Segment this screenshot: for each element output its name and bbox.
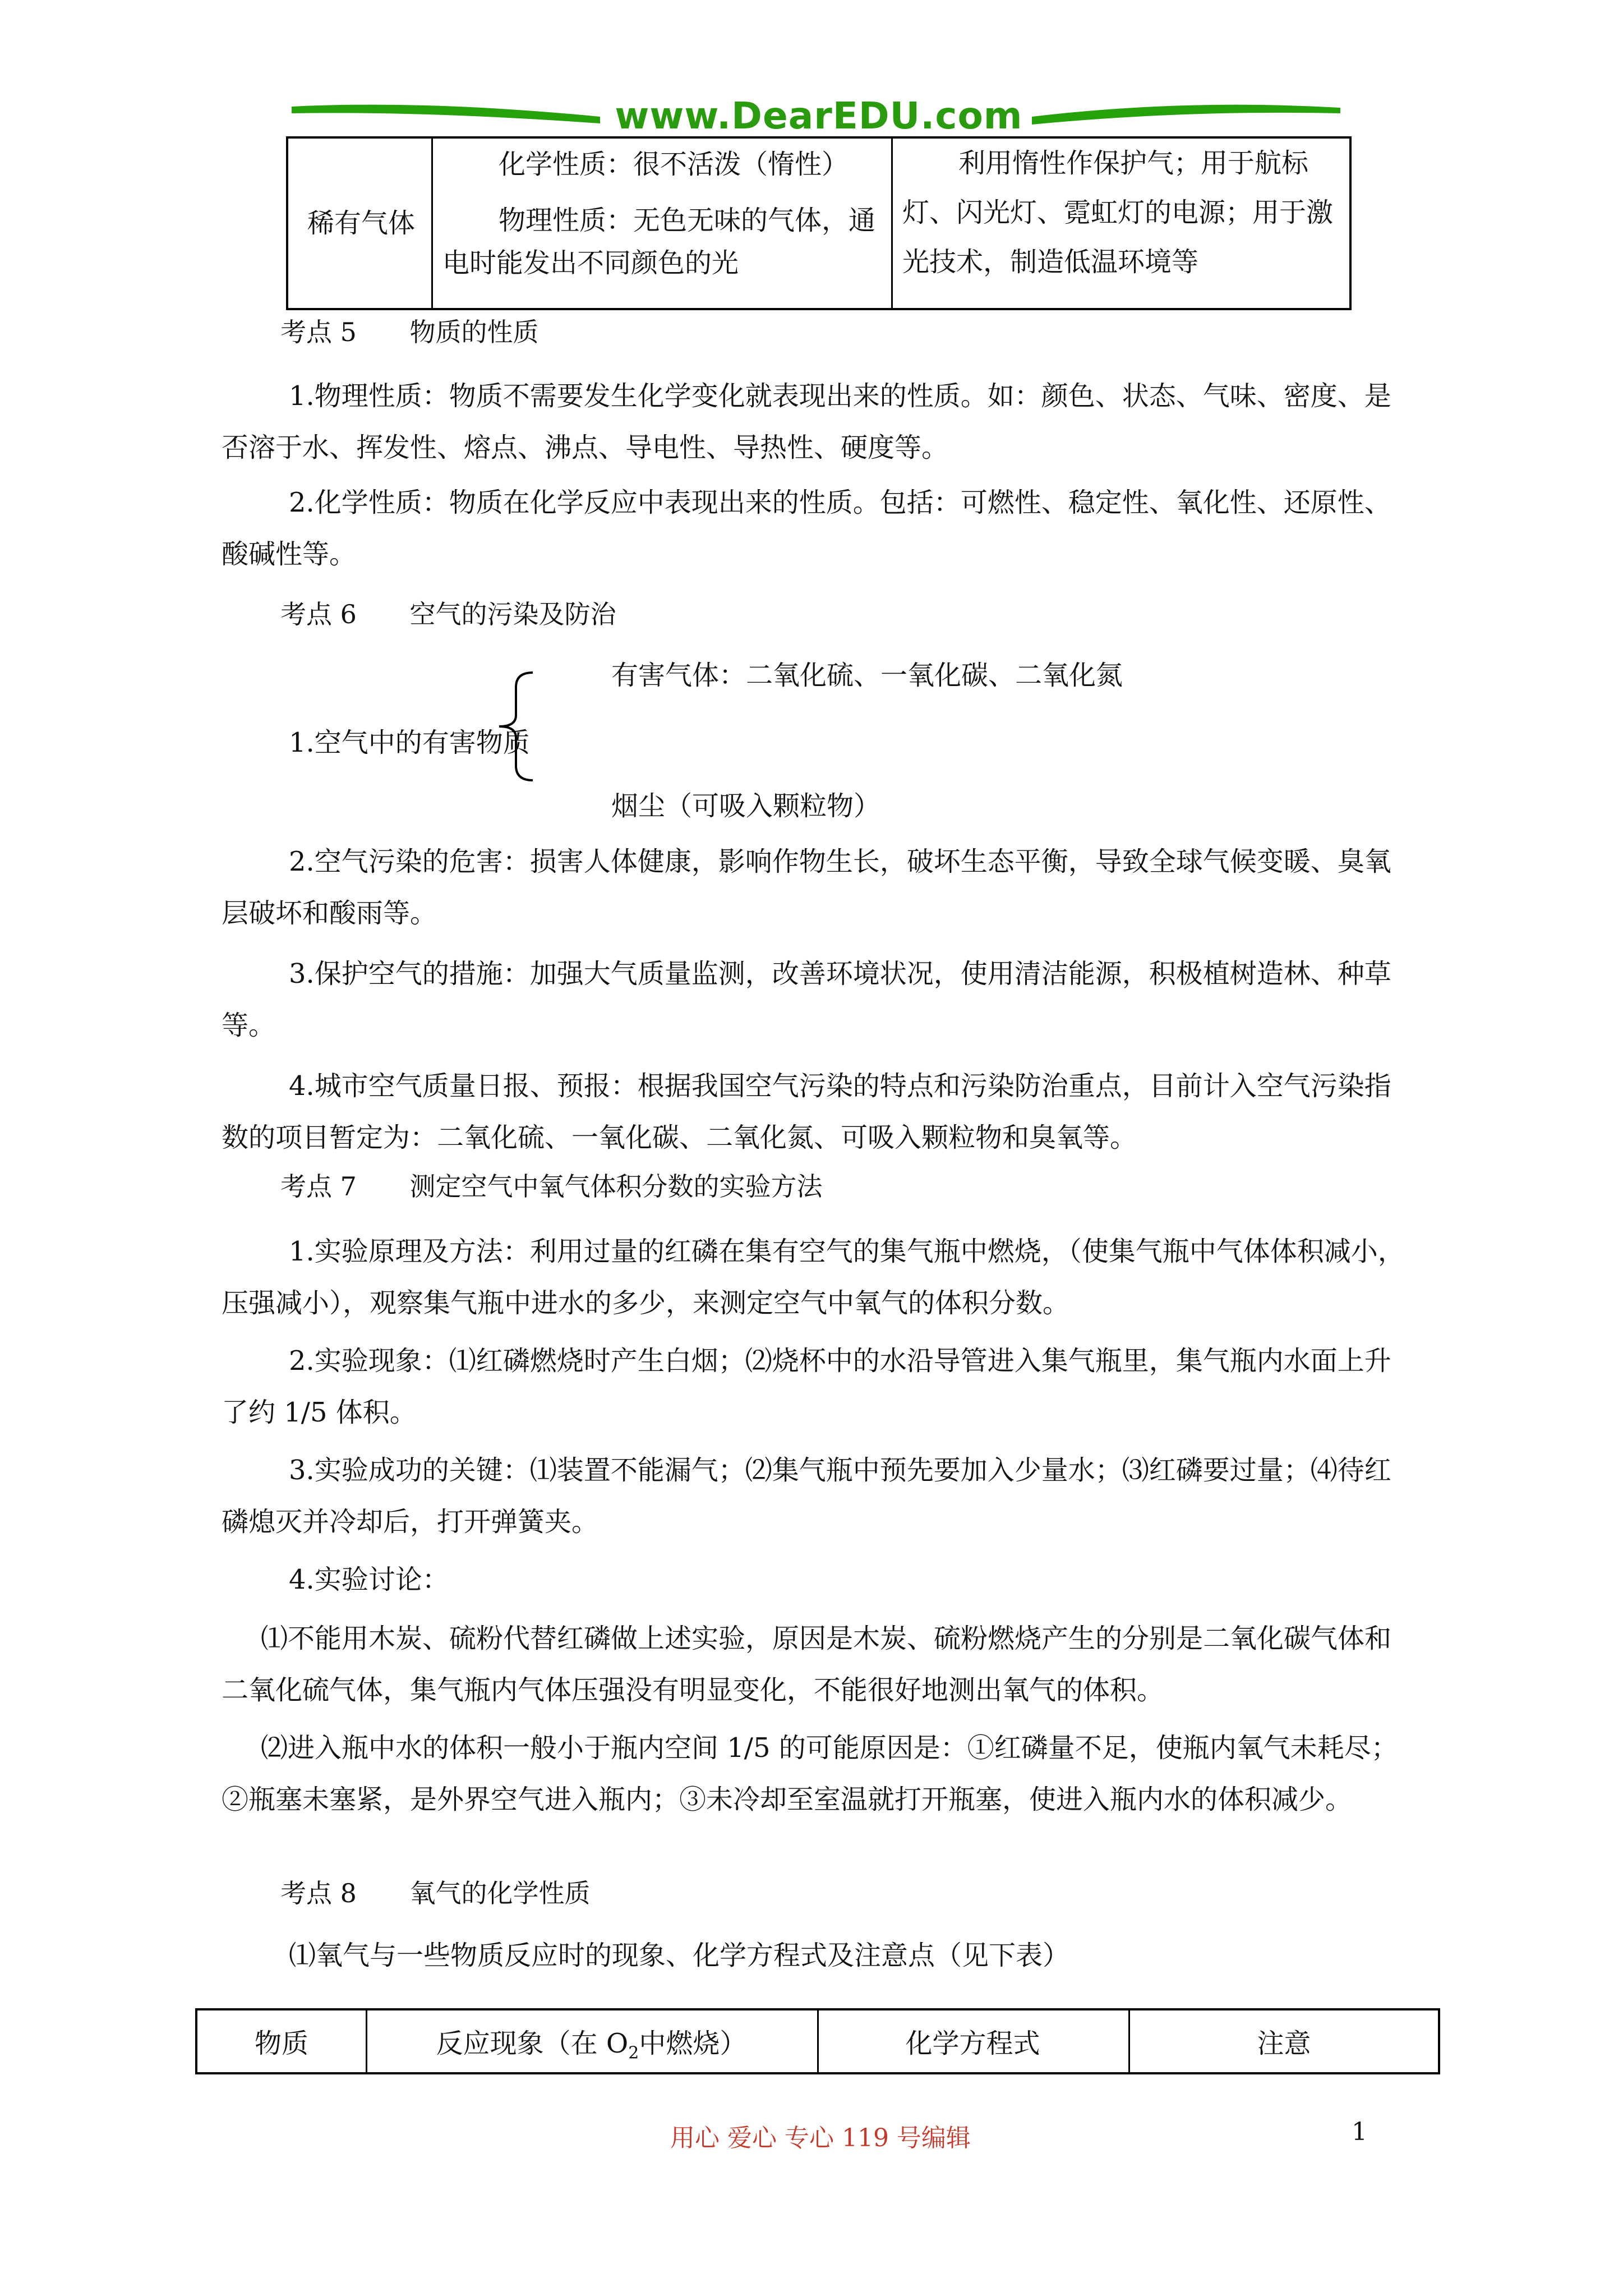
table-divider xyxy=(891,139,893,308)
section-title: 空气的污染及防治 xyxy=(409,599,616,629)
phys-property-cell: 物理性质：无色无味的气体，通电时能发出不同颜色的光 xyxy=(442,205,876,279)
header-equation: 化学方程式 xyxy=(905,2028,1040,2059)
harmful-gas-item: 有害气体：二氧化硫、一氧化碳、二氧化氮 xyxy=(611,660,1123,691)
table-divider xyxy=(431,139,433,308)
page-number: 1 xyxy=(1352,2118,1367,2146)
harmful-substances-label: 1.空气中的有害物质 xyxy=(289,727,530,758)
section-label: 考点 5 xyxy=(280,317,357,347)
smoke-dust-item: 烟尘（可吸入颗粒物） xyxy=(611,790,881,822)
section-title: 氧气的化学性质 xyxy=(409,1878,591,1908)
paragraph-k5-2: 2.化学性质：物质在化学反应中表现出来的性质。包括：可燃性、稳定性、氧化性、还原性、酸碱性等。 xyxy=(222,487,1391,570)
paragraph-k7-2: 2.实验现象：⑴红磷燃烧时产生白烟；⑵烧杯中的水沿导管进入集气瓶里，集气瓶内水面上升了约 1/5 体积。 xyxy=(222,1345,1391,1428)
paragraph-k6-3: 3.保护空气的措施：加强大气质量监测，改善环境状况，使用清洁能源，积极植树造林、种草等。 xyxy=(222,958,1391,1041)
header-phenomenon: 反应现象（在 $O_2$中燃烧） xyxy=(436,2028,747,2063)
gas-name-cell: 稀有气体 xyxy=(307,208,415,239)
paragraph-k6-4: 4.城市空气质量日报、预报：根据我国空气污染的特点和污染防治重点，目前计入空气污染指数的项目暂定为：二氧化硫、一氧化碳、二氧化氮、可吸入颗粒物和臭氧等。 xyxy=(222,1070,1391,1153)
discussion-1: ⑴不能用木炭、硫粉代替红磷做上述实验，原因是木炭、硫粉燃烧产生的分别是二氧化碳气体和二氧化硫气体，集气瓶内气体压强没有明显变化，不能很好地测出氧气的体积。 xyxy=(222,1623,1392,1706)
logo-text: www.DearEDU.com xyxy=(615,94,1023,137)
section-label: 考点 6 xyxy=(280,599,357,629)
curly-brace-icon xyxy=(494,670,538,783)
section-heading-k7 xyxy=(280,1170,823,1203)
section-title: 物质的性质 xyxy=(409,317,539,347)
chem-property-cell: 化学性质：很不活泼（惰性） xyxy=(499,149,849,180)
header-notes: 注意 xyxy=(1257,2028,1311,2059)
paragraph-k7-4: 4.实验讨论： xyxy=(289,1564,449,1595)
section-heading-k6 xyxy=(280,597,616,631)
uses-cell: 利用惰性作保护气；用于航标灯、闪光灯、霓虹灯的电源；用于激光技术，制造低温环境等 xyxy=(902,148,1334,278)
footer-text: 用心 爱心 专心 119 号编辑 xyxy=(670,2124,971,2152)
paragraph-k7-1: 1.实验原理及方法：利用过量的红磷在集有空气的集气瓶中燃烧，（使集气瓶中气体体积减小，压强减小），观察集气瓶中进水的多少，来测定空气中氧气的体积分数。 xyxy=(222,1236,1405,1319)
paragraph-k8-1: ⑴氧气与一些物质反应时的现象、化学方程式及注意点（见下表） xyxy=(289,1940,1070,1971)
header-substance: 物质 xyxy=(254,2028,308,2059)
paragraph-k6-2: 2.空气污染的危害：损害人体健康，影响作物生长，破坏生态平衡，导致全球气候变暖、臭氧层破坏和酸雨等。 xyxy=(222,846,1391,929)
reaction-table xyxy=(195,2008,1440,2074)
rare-gas-table xyxy=(286,136,1352,310)
discussion-2: ⑵进入瓶中水的体积一般小于瓶内空间 1/5 的可能原因是：①红磷量不足，使瓶内氧气未耗尽；②瓶塞未塞紧，是外界空气进入瓶内；③未冷却至室温就打开瓶塞，使进入瓶内水的体积减少。 xyxy=(222,1732,1398,1815)
section-label: 考点 8 xyxy=(280,1878,357,1908)
paragraph-k5-1: 1.物理性质：物质不需要发生化学变化就表现出来的性质。如：颜色、状态、气味、密度、是否溶于水、挥发性、熔点、沸点、导电性、导热性、硬度等。 xyxy=(222,380,1391,463)
section-title: 测定空气中氧气体积分数的实验方法 xyxy=(409,1171,823,1202)
section-heading-k5 xyxy=(280,315,539,349)
paragraph-k7-3: 3.实验成功的关键：⑴装置不能漏气；⑵集气瓶中预先要加入少量水；⑶红磷要过量；⑷待红磷熄灭并冷却后，打开弹簧夹。 xyxy=(222,1455,1391,1538)
section-heading-k8 xyxy=(280,1876,591,1910)
section-label: 考点 7 xyxy=(280,1171,357,1202)
